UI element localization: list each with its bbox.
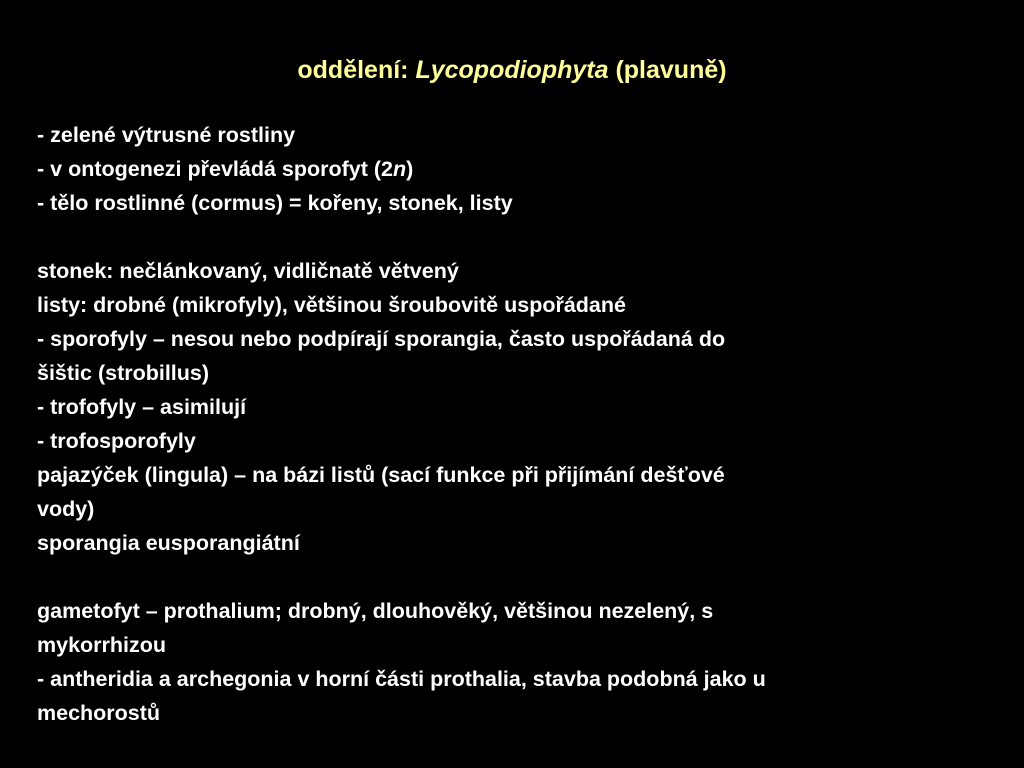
title-prefix: oddělení: [297, 56, 416, 84]
text-line: šištic (strobillus) [37, 361, 210, 385]
text-line: - antheridia a archegonia v horní části prothalia, stavba podobná jako u [37, 667, 766, 691]
text-line: - sporofyly – nesou nebo podpírají sporangia, často uspořádaná do [37, 327, 726, 351]
text-line: mechorostů [37, 701, 161, 725]
text-line: - trofosporofyly [37, 429, 196, 453]
text-line: mykorrhizou [37, 633, 167, 657]
text-line: - zelené výtrusné rostliny [37, 123, 296, 147]
text-fragment: - v ontogenezi převládá sporofyt (2 [37, 157, 393, 181]
text-line: - trofofyly – asimilují [37, 395, 247, 419]
paragraph-spacer [37, 560, 1012, 594]
text-line: listy: drobné (mikrofyly), většinou šroubovitě uspořádané [37, 293, 626, 317]
text-line: pajazýček (lingula) – na bázi listů (sací funkce při přijímání dešťové [37, 463, 725, 487]
title-taxon: Lycopodiophyta [415, 56, 609, 84]
text-line: gametofyt – prothalium; drobný, dlouhověký, většinou nezelený, s [37, 599, 714, 623]
text-line: sporangia eusporangiátní [37, 531, 300, 555]
title-suffix: (plavuně) [608, 56, 727, 84]
text-line: stonek: nečlánkovaný, vidličnatě větvený [37, 259, 459, 283]
text-line [37, 152, 1012, 186]
text-fragment-italic: n [393, 157, 407, 181]
slide-body [37, 118, 1012, 730]
slide-title [0, 49, 1024, 91]
text-fragment: ) [406, 157, 414, 181]
text-line: - tělo rostlinné (cormus) = kořeny, stonek, listy [37, 191, 513, 215]
paragraph-spacer [37, 220, 1012, 254]
text-line: vody) [37, 497, 95, 521]
